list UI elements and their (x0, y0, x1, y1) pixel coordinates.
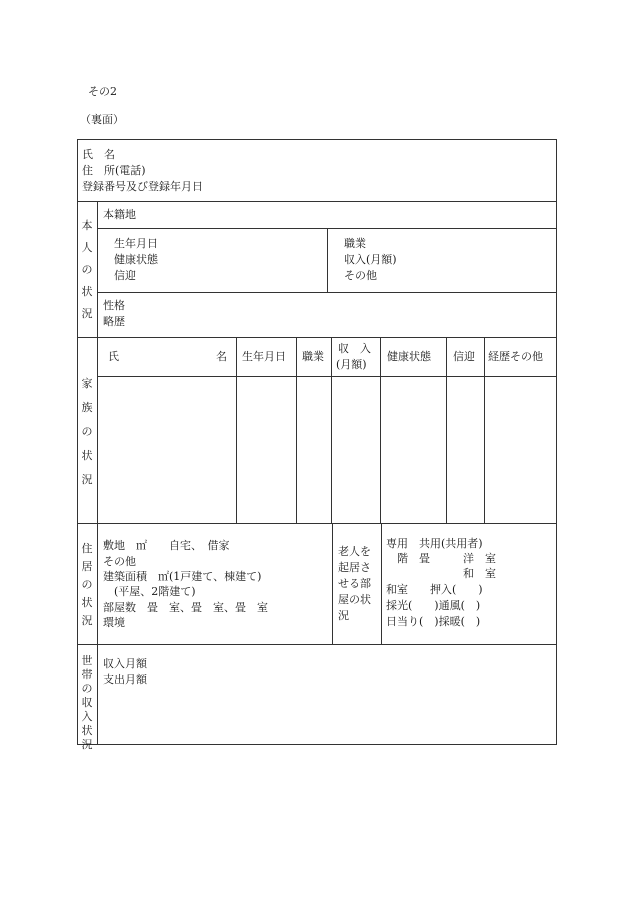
col-birth: 生年月日 (242, 350, 286, 363)
housing-line-6: 環境 (103, 616, 125, 629)
housing-line-3: 建築面積 ㎡(1戸建て、棟建て) (103, 570, 262, 583)
col-health: 健康状態 (387, 350, 431, 363)
housing-line-5: 部屋数 畳 室、畳 室、畳 室 (103, 601, 268, 614)
room-line-5: 採光( )通風( ) (386, 599, 481, 612)
room-label-1: 老人を (338, 545, 371, 558)
faith-label: 信迎 (114, 269, 136, 282)
room-label-5: 況 (338, 609, 349, 622)
personality-label: 性格 (103, 299, 125, 312)
household-section-label: 世帯の収入状況 (81, 654, 93, 751)
col-faith: 信迎 (453, 350, 475, 363)
occupation-label: 職業 (344, 237, 366, 250)
col-name-b: 名 (216, 350, 227, 363)
health-label: 健康状態 (114, 253, 158, 266)
col-income-a: 収 入 (338, 342, 371, 355)
honseki-label: 本籍地 (103, 208, 136, 221)
col-job: 職業 (302, 350, 324, 363)
col-history: 経歴その他 (488, 350, 543, 363)
room-line-3: 和 室 (386, 567, 496, 580)
monthly-expense-label: 支出月額 (103, 673, 147, 686)
col-name-a: 氏 (108, 350, 119, 363)
room-line-6: 日当り( )採暖( ) (386, 615, 481, 628)
room-label-2: 起居さ (338, 561, 371, 574)
housing-line-1: 敷地 ㎡ 自宅、 借家 (103, 539, 230, 552)
side-label: （裏面） (80, 113, 124, 126)
part-label: その2 (88, 85, 117, 98)
room-line-1: 専用 共用(共用者) (386, 537, 483, 550)
name-label: 氏 名 (82, 148, 115, 161)
room-line-2: 階 畳 洋 室 (386, 552, 496, 565)
family-section-label: 家族の状況 (81, 377, 93, 486)
income-label: 収入(月額) (344, 253, 397, 266)
col-income-b: (月額) (336, 358, 367, 371)
room-label-4: 屋の状 (338, 593, 371, 606)
monthly-income-label: 収入月額 (103, 657, 147, 670)
history-label: 略歴 (103, 315, 125, 328)
address-label: 住 所(電話) (82, 164, 146, 177)
other-label: その他 (344, 269, 377, 282)
housing-line-4: (平屋、2階建て) (103, 585, 196, 598)
room-line-4: 和室 押入( ) (386, 583, 483, 596)
room-label-3: せる部 (338, 577, 371, 590)
housing-section-label: 住居の状況 (81, 542, 93, 627)
registration-label: 登録番号及び登録年月日 (82, 180, 203, 193)
birthdate-label: 生年月日 (114, 237, 158, 250)
person-section-label: 本人の状況 (81, 219, 93, 320)
housing-line-2: その他 (103, 555, 136, 568)
